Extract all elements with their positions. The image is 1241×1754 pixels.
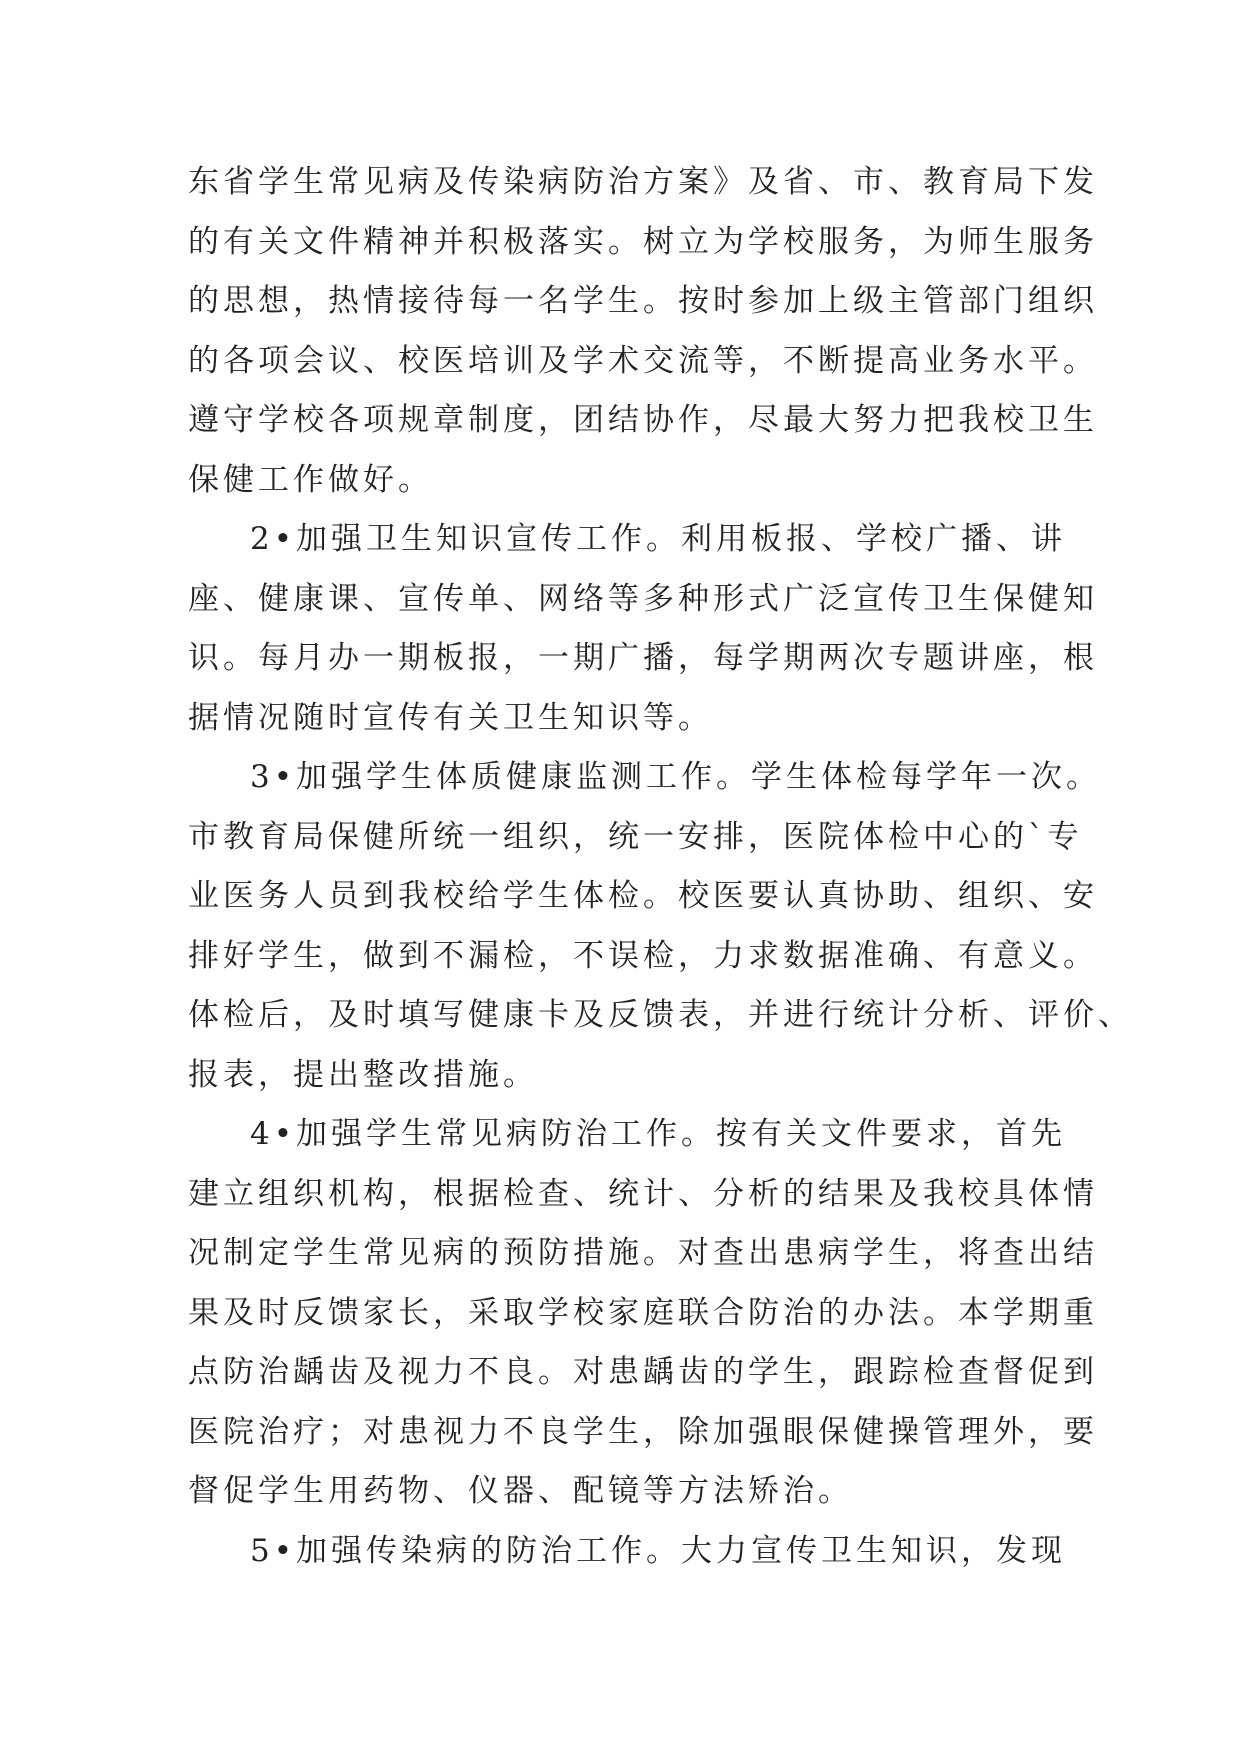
- text-line: 遵守学校各项规章制度，团结协作，尽最大努力把我校卫生: [188, 402, 1098, 438]
- text-line: 市教育局保健所统一组织，统一安排，医院体检中心的`专: [188, 818, 1083, 855]
- text-line: 况制定学生常见病的预防措施。对查出患病学生，将查出结: [188, 1235, 1098, 1271]
- text-line: 督促学生用药物、仪器、配镜等方法矫治。: [188, 1473, 853, 1509]
- text-line: 保健工作做好。: [188, 461, 433, 498]
- text-line: 座、健康课、宣传单、网络等多种形式广泛宣传卫生保健知: [188, 580, 1098, 617]
- text-line: 的有关文件精神并积极落实。树立为学校服务，为师生服务: [188, 223, 1098, 260]
- document-body: [188, 153, 1133, 1581]
- text-line: 医院治疗；对患视力不良学生，除加强眼保健操管理外，要: [188, 1413, 1098, 1450]
- paragraph-start-line: 2•加强卫生知识宣传工作。利用板报、学校广播、讲: [250, 521, 1067, 557]
- text-line: 的思想，热情接待每一名学生。按时参加上级主管部门组织: [188, 283, 1098, 319]
- text-line: 据情况随时宣传有关卫生知识等。: [188, 699, 713, 736]
- text-line: 业医务人员到我校给学生体检。校医要认真协助、组织、安: [188, 878, 1098, 914]
- text-line: 排好学生，做到不漏检，不误检，力求数据准确、有意义。: [188, 937, 1098, 974]
- paragraph-start-line: 3•加强学生体质健康监测工作。学生体检每学年一次。: [250, 759, 1102, 795]
- text-line: 东省学生常见病及传染病防治方案》及省、市、教育局下发: [188, 164, 1098, 200]
- paragraph-start-line: 4•加强学生常见病防治工作。按有关文件要求，首先: [250, 1116, 1067, 1152]
- text-line: 果及时反馈家长，采取学校家庭联合防治的办法。本学期重: [188, 1294, 1098, 1331]
- text-line: 建立组织机构，根据检查、统计、分析的结果及我校具体情: [188, 1175, 1098, 1212]
- text-line: 识。每月办一期板报，一期广播，每学期两次专题讲座，根: [188, 640, 1098, 676]
- text-line: 体检后，及时填写健康卡及反馈表，并进行统计分析、评价、: [188, 997, 1133, 1033]
- text-line: 的各项会议、校医培训及学术交流等，不断提高业务水平。: [188, 342, 1098, 379]
- text-line: 报表，提出整改措施。: [188, 1056, 538, 1093]
- text-line: 点防治龋齿及视力不良。对患龋齿的学生，跟踪检查督促到: [188, 1354, 1098, 1390]
- paragraph-start-line: 5•加强传染病的防治工作。大力宣传卫生知识，发现: [250, 1532, 1067, 1569]
